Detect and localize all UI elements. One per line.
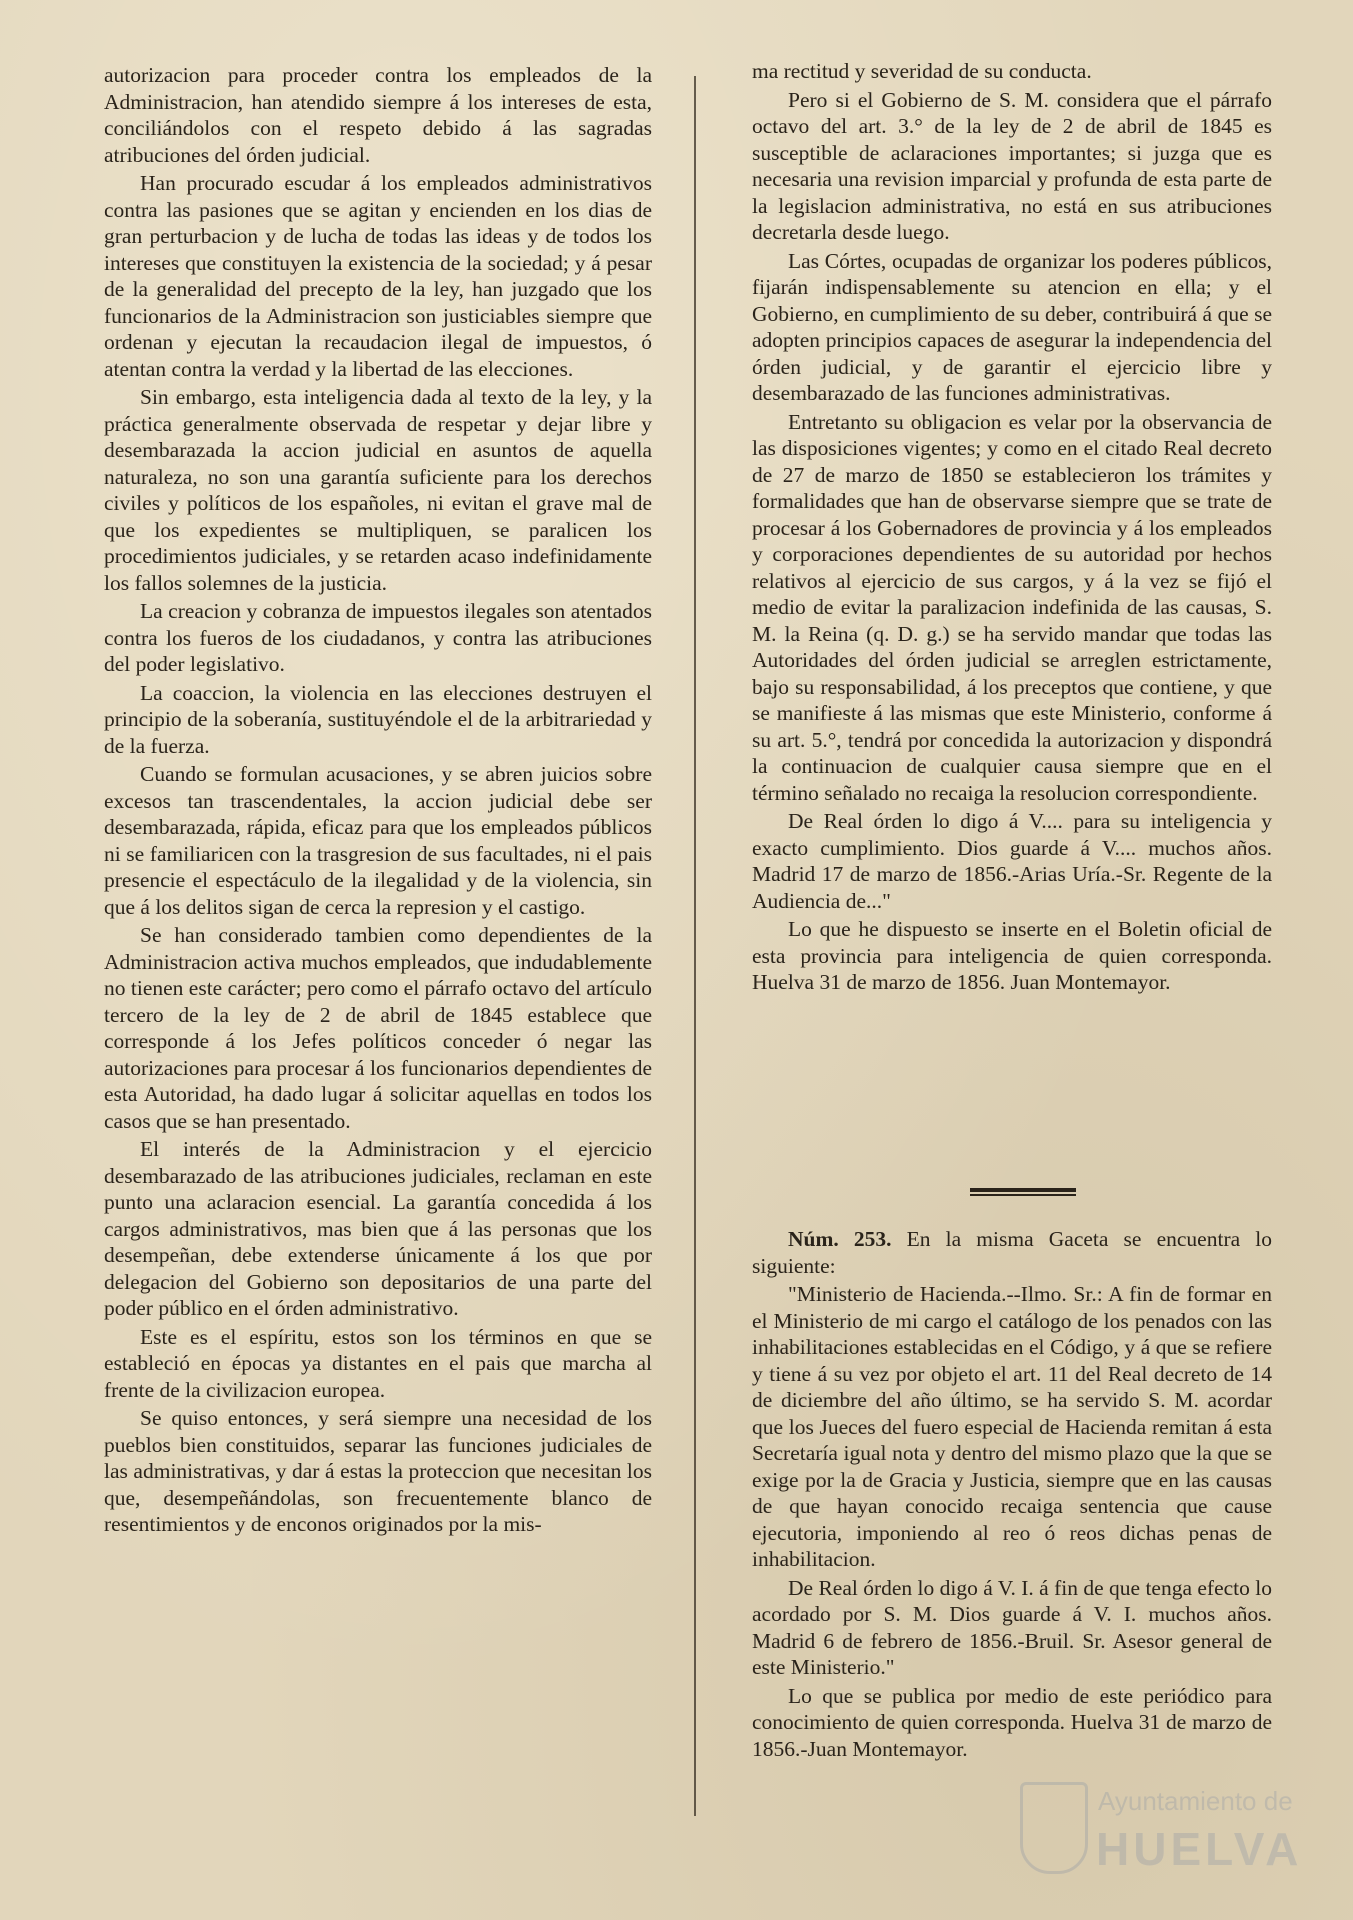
section-heading [752, 1226, 1272, 1279]
paragraph: Lo que he dispuesto se inserte en el Boletin oficial de esta provincia para inteligencia de quien corresponda. Huelva 31 de marzo de 1856. Juan Montemayor. [752, 917, 1272, 994]
paragraph: Se han considerado tambien como dependientes de la Administracion activa muchos empleados, que indudablemente no tienen este carácter; pero como el párrafo octavo del artículo tercero de la ley de 2 de abril de 1845 establece que corresponde á los Jefes políticos conceder ó negar las autorizaciones para procesar á los funcionarios dependientes de esta Autoridad, ha dado lugar á solicitar aquellas en todos los casos que se han presentado. [104, 923, 652, 1133]
coat-of-arms-icon [1020, 1782, 1088, 1874]
paragraph: El interés de la Administracion y el ejercicio desembarazado de las atribuciones judiciales, reclaman en este punto una aclaracion esencial. La garantía concedida á los cargos administrativos, mas bien que á las personas que los desempeñan, debe extenderse únicamente á los que por delegacion del Gobierno son depositarios de una parte del poder público en el órden administrativo. [104, 1137, 652, 1320]
section-separator [970, 1188, 1076, 1198]
archive-watermark [1020, 1778, 1320, 1888]
paragraph: De Real órden lo digo á V. I. á fin de que tenga efecto lo acordado por S. M. Dios guarde á V. I. muchos años. Madrid 6 de febrero de 1856.-Bruil. Sr. Asesor general de este Ministerio." [752, 1575, 1272, 1679]
paragraph: Lo que se publica por medio de este periódico para conocimiento de quien corresponda. Huelva 31 de marzo de 1856.-Juan Montemayor. [752, 1683, 1272, 1761]
paragraph: Se quiso entonces, y será siempre una necesidad de los pueblos bien constituidos, separar las funciones judiciales de las administrativas, y dar á estas la proteccion que necesitan los que, desempeñándolas, son frecuentemente blanco de resentimientos y de enconos originados por la mis- [104, 1406, 652, 1536]
paragraph: Este es el espíritu, estos son los términos en que se estableció en épocas ya distantes en el pais que marcha al frente de la civilizacion europea. [104, 1324, 652, 1402]
paragraph: La creacion y cobranza de impuestos ilegales son atentados contra los fueros de los ciudadanos, y contra las atribuciones del poder legislativo. [104, 599, 652, 676]
section-intro: En la misma Gaceta se encuentra lo siguiente: [752, 1227, 1272, 1278]
paragraph: Pero si el Gobierno de S. M. considera que el párrafo octavo del art. 3.° de la ley de 2 de abril de 1845 es susceptible de aclaraciones importantes; si juzga que es necesaria una revision imparcial y profunda de esta parte de la legislacion administrativa, no está en sus atribuciones decretarla desde luego. [752, 87, 1272, 244]
paragraph: autorizacion para proceder contra los empleados de la Administracion, han atendido siempre á los intereses de esta, conciliándolos con el respeto debido á las sagradas atribuciones del órden judicial. [104, 63, 652, 167]
paragraph: De Real órden lo digo á V.... para su inteligencia y exacto cumplimiento. Dios guarde á V.... muchos años. Madrid 17 de marzo de 1856.-Arias Uría.-Sr. Regente de la Audiencia de..." [752, 809, 1272, 913]
watermark-line1: Ayuntamiento de [1098, 1786, 1293, 1816]
paragraph: Sin embargo, esta inteligencia dada al texto de la ley, y la práctica generalmente observada de respetar y dejar libre y desembarazada la accion judicial en asuntos de aquella naturaleza, no son una garantía suficiente para los derechos civiles y políticos de los españoles, ni evitan el grave mal de que los expedientes se multipliquen, se paralicen los procedimientos judiciales, y se retarden acaso indefinidamente los fallos solemnes de la justicia. [104, 385, 652, 595]
right-column [752, 58, 1272, 998]
paragraph: Entretanto su obligacion es velar por la observancia de las disposiciones vigentes; y como en el citado Real decreto de 27 de marzo de 1850 se establecieron los trámites y formalidades que han de observarse siempre que se trate de procesar á los Gobernadores de provincia y á los empleados y corporaciones dependientes de su autoridad por hechos relativos al ejercicio de sus cargos, y á la vez se fijó el medio de evitar la paralizacion indefinida de las causas, S. M. la Reina (q. D. g.) se ha servido mandar que todas las Autoridades del órden judicial se arreglen estrictamente, bajo su responsabilidad, á los preceptos que contiene, y que se manifieste á las mismas que este Ministerio, conforme á su art. 5.°, tendrá por concedida la autorizacion y dispondrá la continuacion de cualquier causa siempre que en el término señalado no recaiga la resolucion correspondiente. [752, 409, 1272, 805]
watermark-line2: HUELVA [1096, 1823, 1303, 1875]
paragraph: Han procurado escudar á los empleados administrativos contra las pasiones que se agitan y encienden en los dias de gran perturbacion y de lucha de todas las ideas y de todos los intereses que constituyen la existencia de la sociedad; y á pesar de la generalidad del precepto de la ley, han juzgado que los funcionarios de la Administracion son justiciables siempre que ordenan y ejecutan la recaudacion ilegal de impuestos, ó atentan contra la verdad y la libertad de las elecciones. [104, 171, 652, 381]
section-number: Núm. 253. [788, 1227, 892, 1251]
paragraph: "Ministerio de Hacienda.--Ilmo. Sr.: A fin de formar en el Ministerio de mi cargo el catálogo de los penados con las inhabilitaciones establecidas en el Código, y á que se refiere y tiene á su vez por objeto el art. 11 del Real decreto de 14 de diciembre del año último, se ha servido S. M. acordar que los Jueces del fuero especial de Hacienda remitan á esta Secretaría igual nota y dentro del mismo plazo que la que se exige por la de Gracia y Justicia, siempre que en las causas de que hayan conocido recaiga sentencia que cause ejecutoria, imponiendo al reo ó reos dichas penas de inhabilitacion. [752, 1282, 1272, 1571]
section-253 [752, 1226, 1272, 1764]
paragraph: La coaccion, la violencia en las elecciones destruyen el principio de la soberanía, sustituyéndole el de la arbitrariedad y de la fuerza. [104, 680, 652, 758]
paragraph: ma rectitud y severidad de su conducta. [752, 59, 1092, 83]
left-column [104, 62, 652, 1540]
paragraph: Cuando se formulan acusaciones, y se abren juicios sobre excesos tan trascendentales, la accion judicial debe ser desembarazada, rápida, eficaz para que los empleados públicos ni se familiaricen con la trasgresion de sus facultades, ni el pais presencie el espectáculo de la ilegalidad y de la violencia, sin que á los delitos sigan de cerca la represion y el castigo. [104, 762, 652, 919]
column-divider [694, 76, 696, 1816]
paragraph: Las Córtes, ocupadas de organizar los poderes públicos, fijarán indispensablemente su atencion en ella; y el Gobierno, en cumplimiento de su deber, contribuirá á que se adopten principios capaces de asegurar la independencia del órden judicial, y de garantir el ejercicio libre y desembarazado de las funciones administrativas. [752, 248, 1272, 405]
